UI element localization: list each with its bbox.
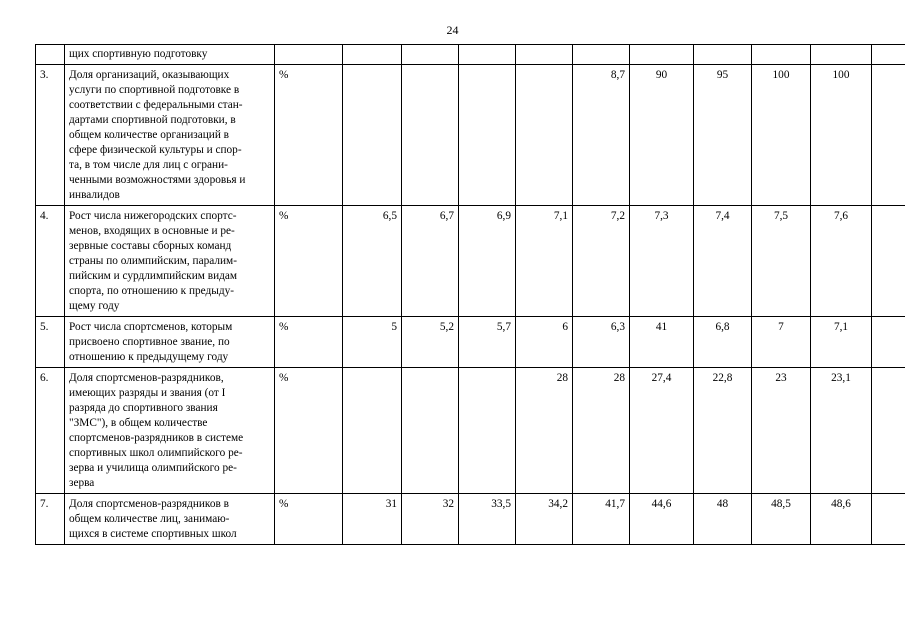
description-line: страны по олимпийским, паралим-	[69, 255, 237, 267]
value-cell: 95	[694, 65, 752, 206]
table-row	[36, 206, 905, 317]
value-cell: 7,6	[811, 206, 872, 317]
value-cell: 48,5	[752, 494, 811, 545]
description-line: "ЗМС"), в общем количестве	[69, 417, 208, 429]
description-line: разряда до спортивного звания	[69, 402, 218, 414]
description-line: отношению к предыдущему году	[69, 351, 229, 363]
table-row	[36, 45, 905, 65]
value-cell: 44,6	[630, 494, 694, 545]
value-cell: 6,9	[459, 206, 516, 317]
value-cell	[872, 368, 905, 494]
value-cell	[872, 494, 905, 545]
description-line: спортивных школ олимпийского ре-	[69, 447, 243, 459]
value-cell	[343, 368, 402, 494]
description-line: зерва и училища олимпийского ре-	[69, 462, 237, 474]
unit-cell: %	[275, 368, 343, 494]
row-number: 6.	[36, 368, 65, 494]
description-line: щему году	[69, 300, 120, 312]
indicator-description	[65, 65, 275, 206]
value-cell: 7	[752, 317, 811, 368]
description-line: спорта, по отношению к предыду-	[69, 285, 235, 297]
indicator-description	[65, 368, 275, 494]
value-cell	[752, 45, 811, 65]
row-number: 7.	[36, 494, 65, 545]
description-line: дартами спортивной подготовки, в	[69, 114, 236, 126]
value-cell: 7,4	[694, 206, 752, 317]
value-cell: 100	[811, 65, 872, 206]
value-cell	[872, 45, 905, 65]
description-line: имеющих разряды и звания (от I	[69, 387, 226, 399]
value-cell	[343, 45, 402, 65]
table-row	[36, 65, 905, 206]
description-line: общем количестве организаций в	[69, 129, 230, 141]
row-number: 5.	[36, 317, 65, 368]
row-number: 3.	[36, 65, 65, 206]
value-cell: 23	[752, 368, 811, 494]
value-cell: 28	[516, 368, 573, 494]
value-cell: 34,2	[516, 494, 573, 545]
value-cell: 23,1	[811, 368, 872, 494]
description-line: Доля организаций, оказывающих	[69, 69, 230, 81]
value-cell	[872, 206, 905, 317]
value-cell	[872, 317, 905, 368]
indicator-description	[65, 317, 275, 368]
description-line: соответствии с федеральными стан-	[69, 99, 243, 111]
value-cell	[630, 45, 694, 65]
unit-cell: %	[275, 65, 343, 206]
row-number: 4.	[36, 206, 65, 317]
description-line: щих спортивную подготовку	[69, 48, 208, 60]
value-cell: 100	[752, 65, 811, 206]
description-line: зерва	[69, 477, 95, 489]
value-cell	[343, 65, 402, 206]
row-number	[36, 45, 65, 65]
value-cell: 32	[402, 494, 459, 545]
value-cell: 5,2	[402, 317, 459, 368]
description-line: ченными возможностями здоровья и	[69, 174, 246, 186]
value-cell	[516, 45, 573, 65]
value-cell: 7,2	[573, 206, 630, 317]
unit-cell: %	[275, 206, 343, 317]
value-cell: 8,7	[573, 65, 630, 206]
value-cell: 33,5	[459, 494, 516, 545]
description-line: щихся в системе спортивных школ	[69, 528, 237, 540]
table-row	[36, 317, 905, 368]
value-cell: 6,8	[694, 317, 752, 368]
description-line: зервные составы сборных команд	[69, 240, 232, 252]
value-cell: 28	[573, 368, 630, 494]
value-cell	[459, 65, 516, 206]
description-line: присвоено спортивное звание, по	[69, 336, 230, 348]
description-line: сфере физической культуры и спор-	[69, 144, 242, 156]
value-cell: 5,7	[459, 317, 516, 368]
description-line: Доля спортсменов-разрядников,	[69, 372, 224, 384]
value-cell	[573, 45, 630, 65]
description-line: услуги по спортивной подготовке в	[69, 84, 240, 96]
value-cell: 41	[630, 317, 694, 368]
table-row	[36, 494, 905, 545]
unit-cell: %	[275, 494, 343, 545]
value-cell: 41,7	[573, 494, 630, 545]
value-cell	[694, 45, 752, 65]
value-cell: 7,1	[811, 317, 872, 368]
value-cell: 6	[516, 317, 573, 368]
value-cell: 7,3	[630, 206, 694, 317]
value-cell: 6,5	[343, 206, 402, 317]
value-cell: 31	[343, 494, 402, 545]
unit-cell	[275, 45, 343, 65]
value-cell: 7,5	[752, 206, 811, 317]
indicators-table	[35, 44, 905, 545]
value-cell	[516, 65, 573, 206]
value-cell: 48	[694, 494, 752, 545]
value-cell: 6,3	[573, 317, 630, 368]
value-cell	[459, 368, 516, 494]
page-number: 24	[446, 23, 459, 37]
indicator-description	[65, 45, 275, 65]
description-line: Рост числа нижегородских спортс-	[69, 210, 237, 222]
value-cell	[459, 45, 516, 65]
value-cell: 7,1	[516, 206, 573, 317]
description-line: инвалидов	[69, 189, 120, 201]
description-line: та, в том числе для лиц с ограни-	[69, 159, 228, 171]
value-cell	[872, 65, 905, 206]
indicator-description	[65, 494, 275, 545]
description-line: Рост числа спортсменов, которым	[69, 321, 233, 333]
description-line: спортсменов-разрядников в системе	[69, 432, 244, 444]
description-line: пийским и сурдлимпийским видам	[69, 270, 238, 282]
value-cell: 22,8	[694, 368, 752, 494]
value-cell: 90	[630, 65, 694, 206]
description-line: общем количестве лиц, занимаю-	[69, 513, 230, 525]
value-cell	[402, 45, 459, 65]
description-line: менов, входящих в основные и ре-	[69, 225, 235, 237]
value-cell: 27,4	[630, 368, 694, 494]
value-cell: 5	[343, 317, 402, 368]
value-cell	[402, 368, 459, 494]
description-line: Доля спортсменов-разрядников в	[69, 498, 229, 510]
value-cell	[811, 45, 872, 65]
value-cell	[402, 65, 459, 206]
value-cell: 48,6	[811, 494, 872, 545]
value-cell: 6,7	[402, 206, 459, 317]
unit-cell: %	[275, 317, 343, 368]
table-row	[36, 368, 905, 494]
indicator-description	[65, 206, 275, 317]
